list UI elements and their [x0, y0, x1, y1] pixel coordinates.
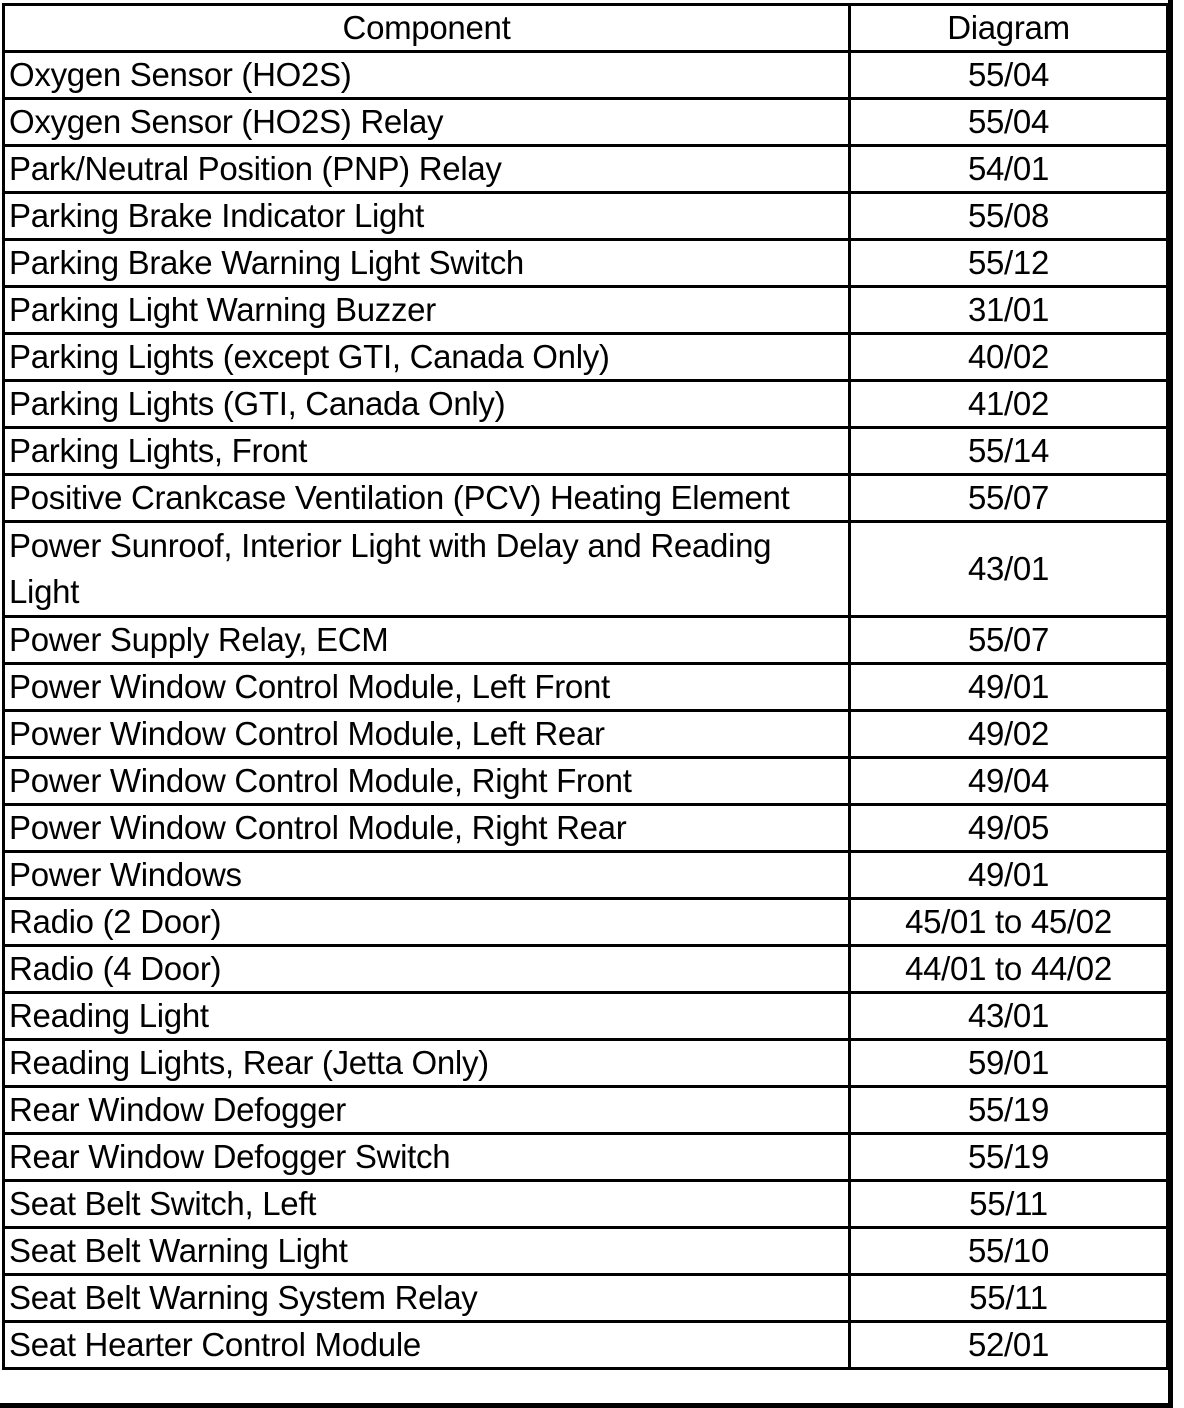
table-row [4, 99, 1168, 146]
table-row [4, 758, 1168, 805]
component-cell: Seat Belt Switch, Left [4, 1181, 850, 1228]
component-cell: Reading Lights, Rear (Jetta Only) [4, 1040, 850, 1087]
diagram-cell: 43/01 [850, 993, 1168, 1040]
diagram-cell: 49/02 [850, 711, 1168, 758]
diagram-cell: 55/14 [850, 428, 1168, 475]
page-bottom-border [0, 1403, 1173, 1408]
table-row [4, 1228, 1168, 1275]
component-cell: Seat Belt Warning Light [4, 1228, 850, 1275]
table-row [4, 334, 1168, 381]
diagram-cell: 55/04 [850, 99, 1168, 146]
diagram-cell: 55/19 [850, 1087, 1168, 1134]
table-row [4, 193, 1168, 240]
component-cell: Rear Window Defogger Switch [4, 1134, 850, 1181]
diagram-cell: 55/07 [850, 475, 1168, 522]
table-row [4, 1087, 1168, 1134]
page-right-border [1168, 0, 1173, 1408]
table-header [4, 5, 1168, 52]
table-row [4, 475, 1168, 522]
diagram-cell: 55/19 [850, 1134, 1168, 1181]
diagram-cell: 55/07 [850, 617, 1168, 664]
table-row [4, 428, 1168, 475]
table-row [4, 240, 1168, 287]
table-body [4, 52, 1168, 1369]
diagram-cell: 49/01 [850, 664, 1168, 711]
component-cell: Seat Hearter Control Module [4, 1322, 850, 1369]
diagram-cell: 44/01 to 44/02 [850, 946, 1168, 993]
diagram-cell: 49/01 [850, 852, 1168, 899]
table-row [4, 1275, 1168, 1322]
table-row [4, 852, 1168, 899]
table-row [4, 617, 1168, 664]
component-cell: Power Window Control Module, Right Front [4, 758, 850, 805]
table-row [4, 522, 1168, 617]
component-cell: Reading Light [4, 993, 850, 1040]
table-row [4, 993, 1168, 1040]
component-cell: Radio (4 Door) [4, 946, 850, 993]
diagram-cell: 55/11 [850, 1275, 1168, 1322]
component-cell: Parking Lights (except GTI, Canada Only) [4, 334, 850, 381]
table-row [4, 287, 1168, 334]
table-row [4, 146, 1168, 193]
component-cell: Power Windows [4, 852, 850, 899]
component-cell: Oxygen Sensor (HO2S) [4, 52, 850, 99]
diagram-cell: 40/02 [850, 334, 1168, 381]
component-cell: Positive Crankcase Ventilation (PCV) Heating Element [4, 475, 850, 522]
table-row [4, 1040, 1168, 1087]
table-row [4, 711, 1168, 758]
header-row [4, 5, 1168, 52]
component-cell: Radio (2 Door) [4, 899, 850, 946]
component-cell: Power Window Control Module, Left Rear [4, 711, 850, 758]
component-cell: Rear Window Defogger [4, 1087, 850, 1134]
diagram-cell: 49/05 [850, 805, 1168, 852]
table-row [4, 664, 1168, 711]
diagram-cell: 55/10 [850, 1228, 1168, 1275]
component-cell: Oxygen Sensor (HO2S) Relay [4, 99, 850, 146]
component-cell: Parking Brake Indicator Light [4, 193, 850, 240]
diagram-cell: 49/04 [850, 758, 1168, 805]
component-diagram-table [2, 3, 1169, 1370]
diagram-cell: 59/01 [850, 1040, 1168, 1087]
component-cell: Power Sunroof, Interior Light with Delay and Reading Light [4, 522, 850, 617]
table-row [4, 805, 1168, 852]
component-cell: Power Window Control Module, Right Rear [4, 805, 850, 852]
table-row [4, 946, 1168, 993]
component-cell: Power Window Control Module, Left Front [4, 664, 850, 711]
table-row [4, 1181, 1168, 1228]
table-row [4, 1134, 1168, 1181]
table-row [4, 1322, 1168, 1369]
diagram-cell: 41/02 [850, 381, 1168, 428]
component-cell: Parking Light Warning Buzzer [4, 287, 850, 334]
diagram-cell: 55/08 [850, 193, 1168, 240]
diagram-cell: 54/01 [850, 146, 1168, 193]
component-cell: Park/Neutral Position (PNP) Relay [4, 146, 850, 193]
diagram-cell: 55/12 [850, 240, 1168, 287]
diagram-column-header: Diagram [850, 5, 1168, 52]
component-cell: Parking Lights (GTI, Canada Only) [4, 381, 850, 428]
diagram-cell: 43/01 [850, 522, 1168, 617]
component-cell: Parking Lights, Front [4, 428, 850, 475]
component-cell: Seat Belt Warning System Relay [4, 1275, 850, 1322]
diagram-cell: 55/11 [850, 1181, 1168, 1228]
component-index-sheet [2, 3, 1168, 1370]
table-row [4, 899, 1168, 946]
component-cell: Power Supply Relay, ECM [4, 617, 850, 664]
diagram-cell: 31/01 [850, 287, 1168, 334]
table-row [4, 381, 1168, 428]
component-cell: Parking Brake Warning Light Switch [4, 240, 850, 287]
diagram-cell: 52/01 [850, 1322, 1168, 1369]
table-row [4, 52, 1168, 99]
diagram-cell: 55/04 [850, 52, 1168, 99]
diagram-cell: 45/01 to 45/02 [850, 899, 1168, 946]
component-column-header: Component [4, 5, 850, 52]
